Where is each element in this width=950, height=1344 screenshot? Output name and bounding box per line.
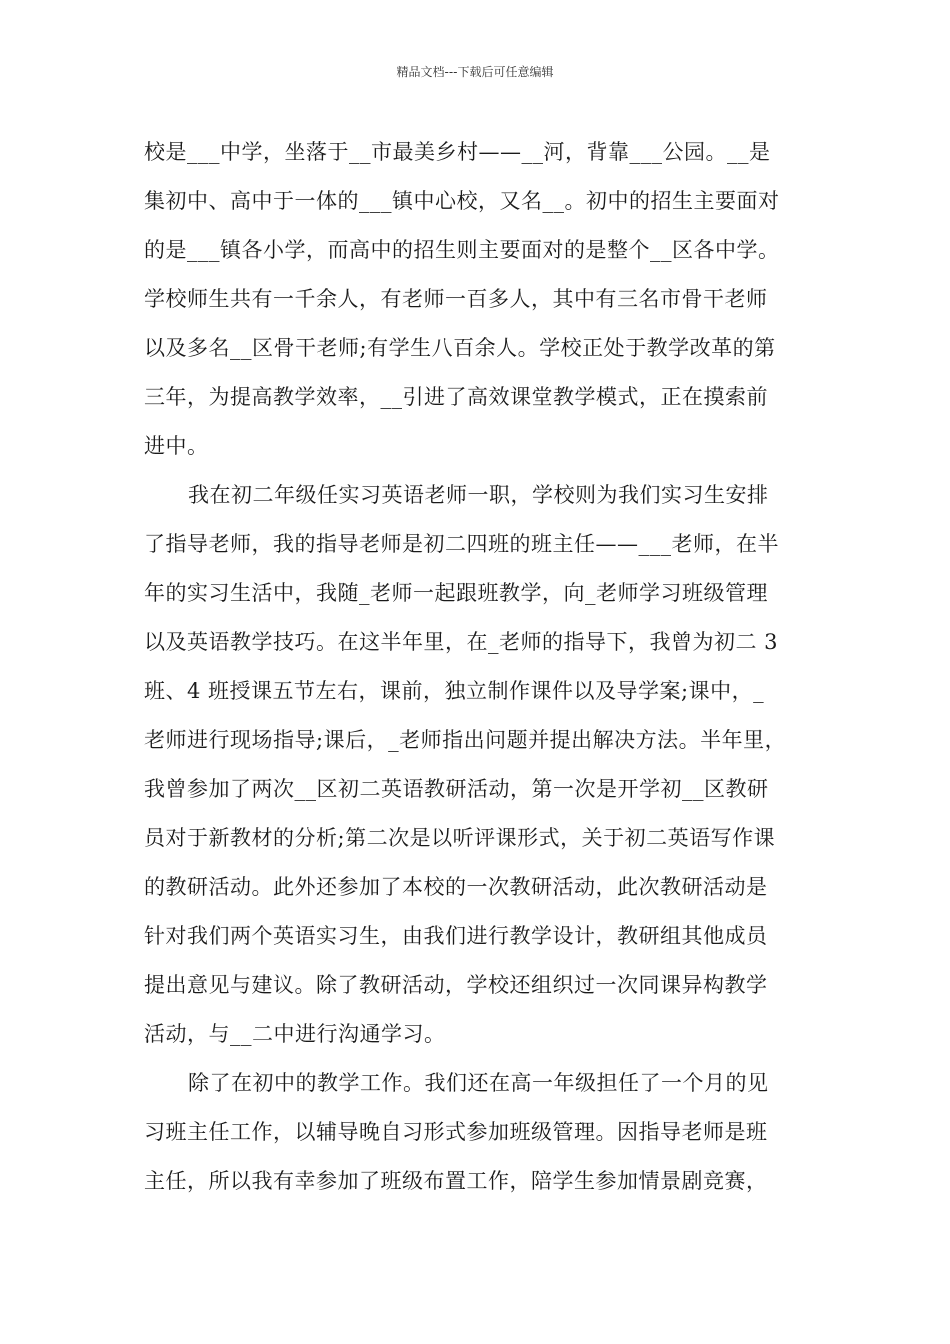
text-line: 的教研活动。此外还参加了本校的一次教研活动，此次教研活动是 [144,875,768,899]
text-line: 员对于新教材的分析;第二次是以听评课形式，关于初二英语写作课 [144,826,776,850]
text-line: 提出意见与建议。除了教研活动，学校还组织过一次同课异构教学 [144,973,768,997]
text-line: 进中。 [144,434,209,458]
text-line: 活动，与__二中进行沟通学习。 [144,1022,446,1046]
text-line: 班、4 班授课五节左右，课前，独立制作课件以及导学案;课中，_ [144,679,765,703]
text-line: 的是___镇各小学，而高中的招生则主要面对的是整个__区各中学。 [144,238,780,262]
page-header: 精品文档---下载后可任意编辑 [396,65,554,79]
text-line: 老师进行现场指导;课后，_老师指出问题并提出解决方法。半年里， [144,728,787,752]
text-line: 针对我们两个英语实习生，由我们进行教学设计，教研组其他成员 [144,924,768,948]
text-line: 学校师生共有一千余人，有老师一百多人，其中有三名市骨干老师 [144,287,768,311]
text-line: 以及多名__区骨干老师;有学生八百余人。学校正处于教学改革的第 [144,336,776,360]
paragraph-first-line: 除了在初中的教学工作。我们还在高一年级担任了一个月的见 [188,1071,769,1095]
text-line: 校是___中学，坐落于__市最美乡村——__河，背靠___公园。__是 [144,140,771,164]
text-line: 以及英语教学技巧。在这半年里，在_老师的指导下，我曾为初二 3 [144,630,779,654]
text-line: 集初中、高中于一体的___镇中心校，又名__。初中的招生主要面对 [144,189,780,213]
text-line: 三年，为提高教学效率，__引进了高效课堂教学模式，正在摸索前 [144,385,768,409]
text-line: 年的实习生活中，我随_老师一起跟班教学，向_老师学习班级管理 [144,581,768,605]
text-line: 我曾参加了两次__区初二英语教研活动，第一次是开学初__区教研 [144,777,769,801]
document-body [144,128,816,1206]
text-line: 习班主任工作，以辅导晚自习形式参加班级管理。因指导老师是班 [144,1120,768,1144]
text-line: 了指导老师，我的指导老师是初二四班的班主任——___老师，在半 [144,532,779,556]
text-line: 主任，所以我有幸参加了班级布置工作，陪学生参加情景剧竞赛， [144,1169,768,1193]
paragraph-first-line: 我在初二年级任实习英语老师一职，学校则为我们实习生安排 [188,483,769,507]
